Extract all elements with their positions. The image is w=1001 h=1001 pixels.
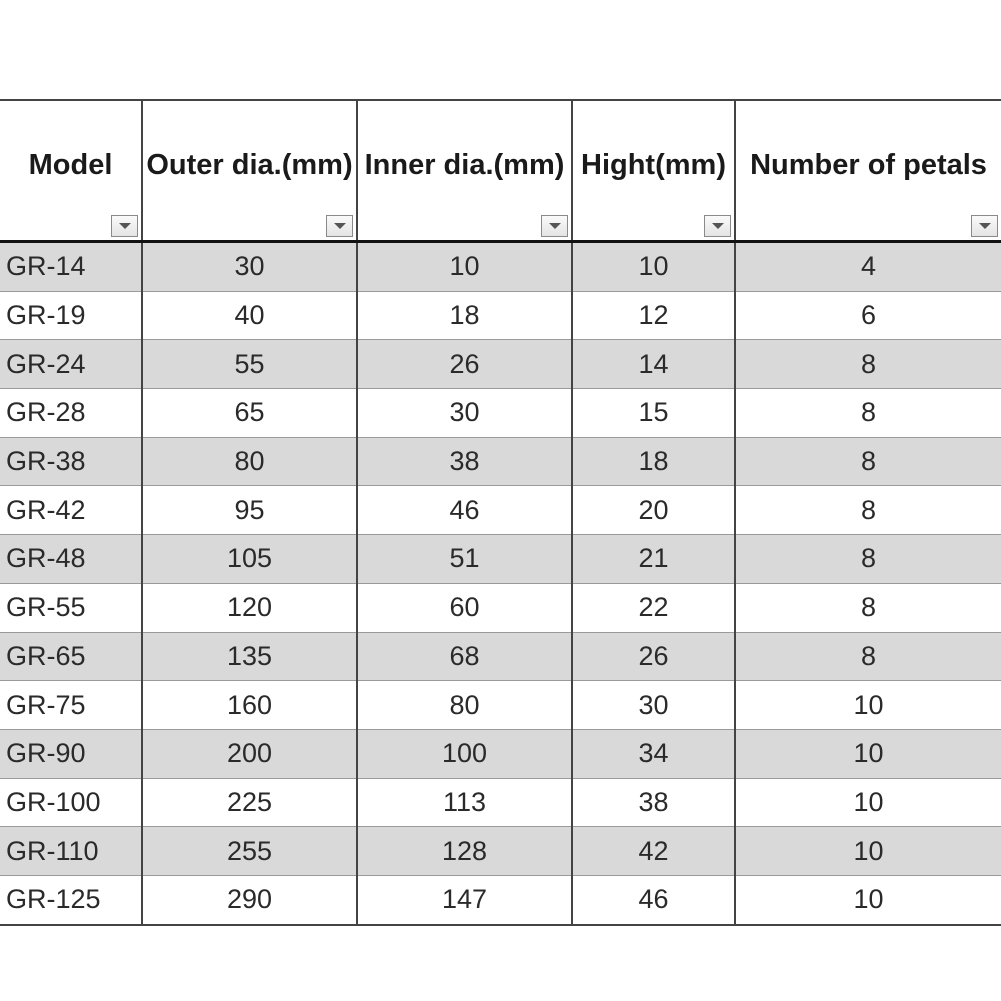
cell-inner-dia[interactable]: 18 [357, 291, 572, 340]
cell-inner-dia[interactable]: 30 [357, 389, 572, 438]
cell-petals[interactable]: 8 [735, 632, 1001, 681]
cell-height[interactable]: 18 [572, 437, 735, 486]
cell-petals[interactable]: 10 [735, 729, 1001, 778]
header-label: Inner dia.(mm) [364, 149, 565, 181]
cell-outer-dia[interactable]: 55 [142, 340, 357, 389]
cell-petals[interactable]: 10 [735, 875, 1001, 924]
spec-table [0, 99, 1001, 926]
dropdown-arrow-icon [334, 223, 346, 229]
cell-petals[interactable]: 8 [735, 437, 1001, 486]
header-label: Model [28, 149, 113, 181]
table-row [0, 535, 1001, 584]
filter-dropdown-button[interactable] [541, 215, 568, 237]
cell-model[interactable]: GR-75 [0, 681, 142, 730]
table-row [0, 437, 1001, 486]
cell-height[interactable]: 38 [572, 778, 735, 827]
header-row [0, 100, 1001, 242]
cell-model[interactable]: GR-100 [0, 778, 142, 827]
cell-outer-dia[interactable]: 225 [142, 778, 357, 827]
table-row [0, 875, 1001, 924]
table-row [0, 486, 1001, 535]
cell-inner-dia[interactable]: 113 [357, 778, 572, 827]
cell-model[interactable]: GR-125 [0, 875, 142, 924]
cell-outer-dia[interactable]: 135 [142, 632, 357, 681]
cell-outer-dia[interactable]: 65 [142, 389, 357, 438]
table-row [0, 242, 1001, 292]
cell-outer-dia[interactable]: 290 [142, 875, 357, 924]
cell-petals[interactable]: 10 [735, 827, 1001, 876]
table-row [0, 729, 1001, 778]
table-row [0, 291, 1001, 340]
cell-height[interactable]: 46 [572, 875, 735, 924]
cell-petals[interactable]: 10 [735, 778, 1001, 827]
cell-model[interactable]: GR-110 [0, 827, 142, 876]
cell-petals[interactable]: 8 [735, 486, 1001, 535]
table-row [0, 778, 1001, 827]
cell-model[interactable]: GR-24 [0, 340, 142, 389]
header-number-of-petals [735, 100, 1001, 242]
cell-height[interactable]: 34 [572, 729, 735, 778]
cell-petals[interactable]: 4 [735, 242, 1001, 292]
cell-petals[interactable]: 6 [735, 291, 1001, 340]
cell-inner-dia[interactable]: 80 [357, 681, 572, 730]
cell-petals[interactable]: 8 [735, 583, 1001, 632]
table-row [0, 340, 1001, 389]
cell-petals[interactable]: 8 [735, 340, 1001, 389]
dropdown-arrow-icon [979, 223, 991, 229]
cell-model[interactable]: GR-38 [0, 437, 142, 486]
dropdown-arrow-icon [119, 223, 131, 229]
cell-height[interactable]: 30 [572, 681, 735, 730]
cell-model[interactable]: GR-48 [0, 535, 142, 584]
cell-outer-dia[interactable]: 105 [142, 535, 357, 584]
cell-inner-dia[interactable]: 100 [357, 729, 572, 778]
cell-model[interactable]: GR-65 [0, 632, 142, 681]
cell-height[interactable]: 15 [572, 389, 735, 438]
cell-outer-dia[interactable]: 95 [142, 486, 357, 535]
cell-model[interactable]: GR-19 [0, 291, 142, 340]
cell-inner-dia[interactable]: 51 [357, 535, 572, 584]
header-label: Number of petals [750, 149, 987, 181]
cell-inner-dia[interactable]: 147 [357, 875, 572, 924]
cell-model[interactable]: GR-55 [0, 583, 142, 632]
header-label: Outer dia.(mm) [146, 149, 353, 181]
header-height [572, 100, 735, 242]
cell-inner-dia[interactable]: 60 [357, 583, 572, 632]
cell-outer-dia[interactable]: 30 [142, 242, 357, 292]
cell-model[interactable]: GR-14 [0, 242, 142, 292]
cell-height[interactable]: 42 [572, 827, 735, 876]
cell-outer-dia[interactable]: 40 [142, 291, 357, 340]
cell-height[interactable]: 21 [572, 535, 735, 584]
cell-petals[interactable]: 10 [735, 681, 1001, 730]
filter-dropdown-button[interactable] [111, 215, 138, 237]
dropdown-arrow-icon [549, 223, 561, 229]
header-outer-dia [142, 100, 357, 242]
filter-dropdown-button[interactable] [704, 215, 731, 237]
filter-dropdown-button[interactable] [326, 215, 353, 237]
cell-height[interactable]: 20 [572, 486, 735, 535]
cell-outer-dia[interactable]: 255 [142, 827, 357, 876]
cell-height[interactable]: 14 [572, 340, 735, 389]
cell-petals[interactable]: 8 [735, 535, 1001, 584]
table-row [0, 827, 1001, 876]
cell-inner-dia[interactable]: 46 [357, 486, 572, 535]
cell-height[interactable]: 12 [572, 291, 735, 340]
cell-outer-dia[interactable]: 120 [142, 583, 357, 632]
dropdown-arrow-icon [712, 223, 724, 229]
cell-inner-dia[interactable]: 128 [357, 827, 572, 876]
cell-outer-dia[interactable]: 200 [142, 729, 357, 778]
cell-model[interactable]: GR-28 [0, 389, 142, 438]
table-body [0, 242, 1001, 925]
table-row [0, 389, 1001, 438]
cell-outer-dia[interactable]: 160 [142, 681, 357, 730]
cell-inner-dia[interactable]: 26 [357, 340, 572, 389]
cell-height[interactable]: 10 [572, 242, 735, 292]
table-row [0, 681, 1001, 730]
header-model [0, 100, 142, 242]
cell-height[interactable]: 22 [572, 583, 735, 632]
header-inner-dia [357, 100, 572, 242]
cell-model[interactable]: GR-42 [0, 486, 142, 535]
table-row [0, 632, 1001, 681]
filter-dropdown-button[interactable] [971, 215, 998, 237]
cell-outer-dia[interactable]: 80 [142, 437, 357, 486]
header-label: Hight(mm) [581, 149, 726, 181]
cell-petals[interactable]: 8 [735, 389, 1001, 438]
cell-inner-dia[interactable]: 10 [357, 242, 572, 292]
cell-inner-dia[interactable]: 68 [357, 632, 572, 681]
table-row [0, 583, 1001, 632]
cell-height[interactable]: 26 [572, 632, 735, 681]
spec-table-sheet [0, 99, 1001, 926]
cell-model[interactable]: GR-90 [0, 729, 142, 778]
cell-inner-dia[interactable]: 38 [357, 437, 572, 486]
